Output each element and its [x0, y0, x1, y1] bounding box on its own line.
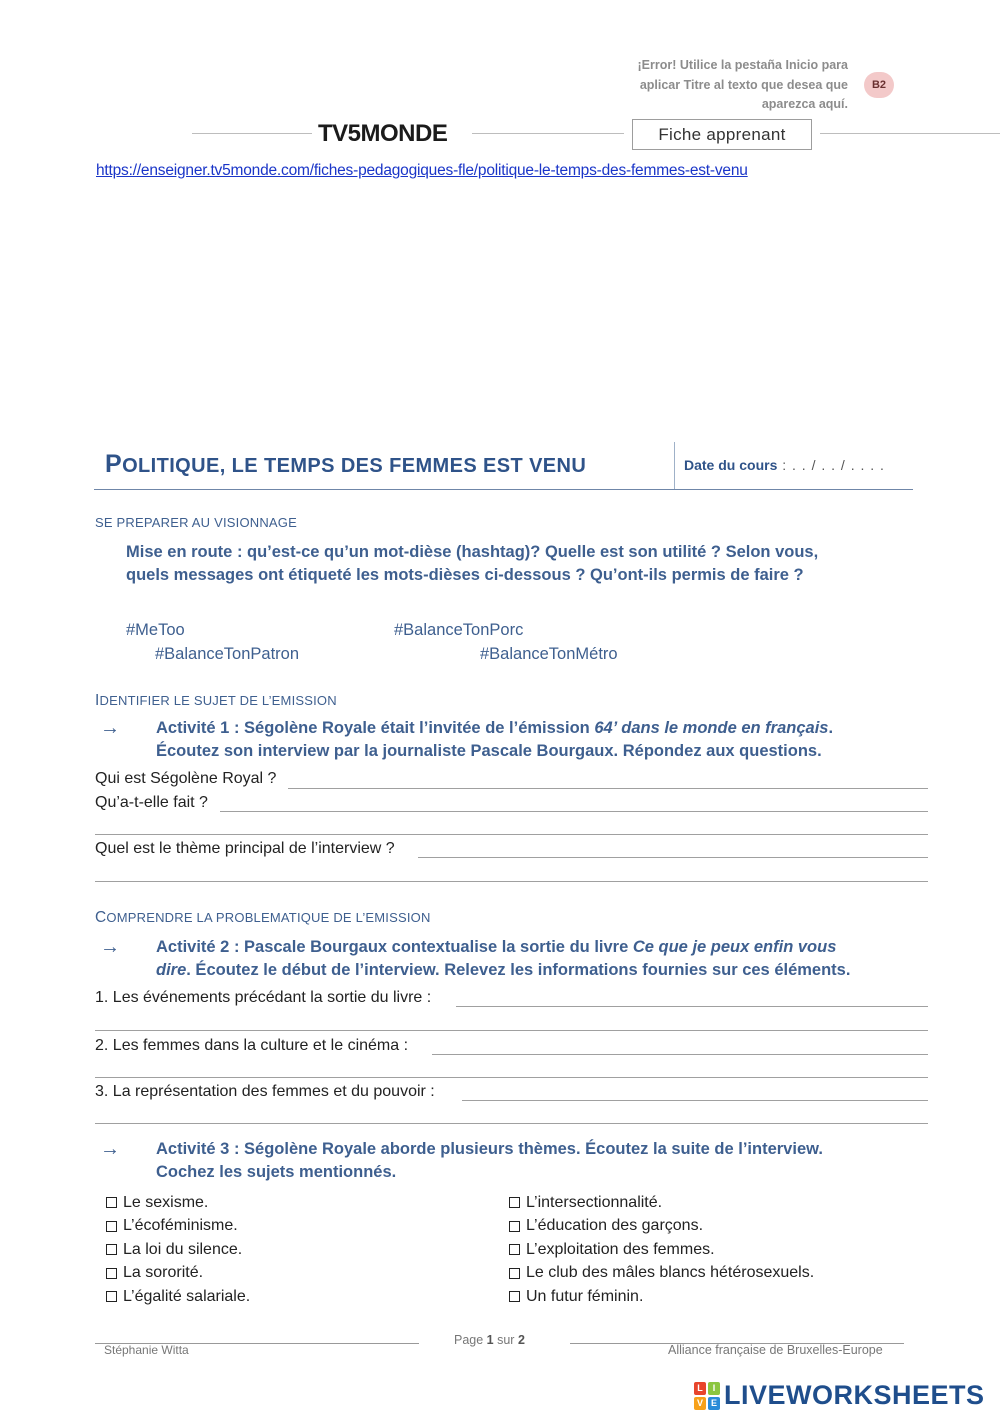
- hashtag-balancetonpatron: #BalanceTonPatron: [155, 645, 300, 663]
- answer-line-theme-2[interactable]: [95, 881, 928, 882]
- source-link[interactable]: https://enseigner.tv5monde.com/fiches-pedagogiques-fle/politique-le-temps-des-femmes-est-venu: [96, 162, 748, 179]
- section-heading-identify: IDENTIFIER LE SUJET DE L’EMISSION: [95, 692, 337, 709]
- answer-line-events[interactable]: [456, 1006, 928, 1007]
- checkbox-icon[interactable]: [509, 1268, 520, 1279]
- checkbox-item[interactable]: La loi du silence.: [106, 1238, 250, 1262]
- answer-line-representation-2[interactable]: [95, 1123, 928, 1124]
- title-divider-horizontal: [94, 489, 913, 490]
- answer-line-what-done[interactable]: [220, 811, 928, 812]
- footer-organization: Alliance française de Bruxelles-Europe: [668, 1343, 883, 1357]
- hashtag-metoo: #MeToo: [126, 621, 185, 639]
- checkbox-item[interactable]: L’exploitation des femmes.: [509, 1238, 814, 1262]
- answer-line-culture-2[interactable]: [95, 1077, 928, 1078]
- activity-2-instruction: Activité 2 : Pascale Bourgaux contextualise la sortie du livre Ce que je peux enfin vous dire. Écoutez le début de l’interview. Relevez les informations fournies sur ces éléments.: [156, 938, 851, 979]
- checkbox-icon[interactable]: [509, 1197, 520, 1208]
- question-main-theme: Quel est le thème principal de l’interview ?: [95, 840, 395, 857]
- activity-3-instruction: Activité 3 : Ségolène Royale aborde plusieurs thèmes. Écoutez la suite de l’interview. Cochez les sujets mentionnés.: [156, 1140, 823, 1181]
- liveworksheets-logo: L I V E LIVEWORKSHEETS: [694, 1380, 985, 1411]
- checkbox-item[interactable]: L’égalité salariale.: [106, 1285, 250, 1309]
- section-heading-understand: COMPRENDRE LA PROBLEMATIQUE DE L’EMISSION: [95, 909, 431, 926]
- header-divider-left: [192, 133, 312, 134]
- checkbox-item[interactable]: Le sexisme.: [106, 1191, 250, 1215]
- arrow-icon: →: [100, 1138, 120, 1160]
- answer-line-who[interactable]: [288, 788, 928, 789]
- checkbox-icon[interactable]: [509, 1244, 520, 1255]
- arrow-icon: →: [100, 936, 120, 958]
- answer-line-events-2[interactable]: [95, 1030, 928, 1031]
- item-culture: 2. Les femmes dans la culture et le cinéma :: [95, 1037, 409, 1054]
- item-events: 1. Les événements précédant la sortie du livre :: [95, 989, 432, 1006]
- activity-1-instruction: Activité 1 : Ségolène Royale était l’invitée de l’émission 64’ dans le monde en français. Écoutez son interview par la journaliste Pascale Bourgaux. Répondez aux questions.: [156, 719, 834, 760]
- answer-line-representation[interactable]: [462, 1100, 928, 1101]
- tv5monde-logo: TV5MONDE: [318, 120, 448, 147]
- checkbox-item[interactable]: Un futur féminin.: [509, 1285, 814, 1309]
- checkbox-icon[interactable]: [106, 1221, 117, 1232]
- checkbox-icon[interactable]: [509, 1221, 520, 1232]
- liveworksheets-icon: L I V E: [694, 1382, 720, 1410]
- arrow-icon: →: [100, 717, 120, 739]
- course-date: Date du cours : . . / . . / . . . .: [684, 457, 885, 473]
- hashtag-balancetonporc: #BalanceTonPorc: [394, 621, 524, 639]
- checkbox-item[interactable]: L’intersectionnalité.: [509, 1191, 814, 1215]
- footer-author: Stéphanie Witta: [104, 1343, 189, 1357]
- checkbox-icon[interactable]: [106, 1244, 117, 1255]
- level-badge: B2: [864, 72, 894, 98]
- checkbox-icon[interactable]: [509, 1291, 520, 1302]
- header-divider-middle: [472, 133, 624, 134]
- answer-line-theme[interactable]: [418, 857, 928, 858]
- checkbox-item[interactable]: Le club des mâles blancs hétérosexuels.: [509, 1262, 814, 1286]
- warmup-prompt: Mise en route : qu’est-ce qu’un mot-dièse (hashtag)? Quelle est son utilité ? Selon vous, quels messages ont étiqueté les mots-dièses ci-dessous ? Qu’ont-ils permis de faire ?: [126, 543, 819, 584]
- checklist-right: [509, 1191, 814, 1309]
- title-divider-vertical: [674, 442, 675, 490]
- checklist-left: [106, 1191, 250, 1309]
- checkbox-icon[interactable]: [106, 1291, 117, 1302]
- sheet-type-label: Fiche apprenant: [632, 119, 812, 150]
- question-what-done: Qu’a-t-elle fait ?: [95, 794, 208, 811]
- page-title: POLITIQUE, LE TEMPS DES FEMMES EST VENU: [105, 450, 587, 478]
- checkbox-item[interactable]: La sororité.: [106, 1262, 250, 1286]
- checkbox-icon[interactable]: [106, 1197, 117, 1208]
- checkbox-item[interactable]: L’écoféminisme.: [106, 1215, 250, 1239]
- error-note: ¡Error! Utilice la pestaña Inicio para aplicar Titre al texto que desea que aparezca aquí.: [637, 58, 848, 111]
- header-divider-right: [820, 133, 1000, 134]
- item-representation: 3. La représentation des femmes et du pouvoir :: [95, 1083, 435, 1100]
- question-who: Qui est Ségolène Royal ?: [95, 770, 277, 787]
- answer-line-culture[interactable]: [432, 1054, 928, 1055]
- answer-line-what-done-2[interactable]: [95, 834, 928, 835]
- section-heading-prepare: SE PREPARER AU VISIONNAGE: [95, 515, 297, 530]
- checkbox-icon[interactable]: [106, 1268, 117, 1279]
- checkbox-item[interactable]: L’éducation des garçons.: [509, 1215, 814, 1239]
- page-number: Page 1 sur 2: [454, 1333, 525, 1347]
- hashtag-balancetonmetro: #BalanceTonMétro: [480, 645, 618, 663]
